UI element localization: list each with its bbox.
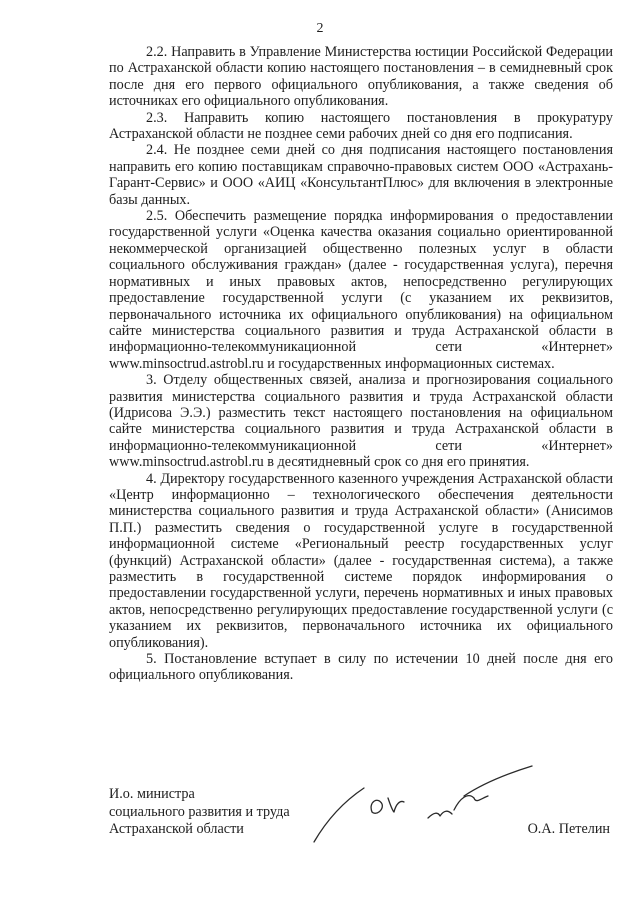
paragraph-3: 3. Отделу общественных связей, анализа и прогнозирования социального развития министерства социального развития и труда Астраханской области (Идрисова Э.Э.) разместить текст настоящего постановления на официальном сайте министерства социального развития и труда Астраханской области в информационно-телекоммуникационной сети «Интернет» www.minsoctrud.astrobl.ru в десятидневный срок со дня его принятия. [109, 372, 613, 471]
paragraph-2-5: 2.5. Обеспечить размещение порядка информирования о предоставлении государственной услуги «Оценка качества оказания социально ориентированной некоммерческой организацией общественно полезных услуг в области социального обслуживания граждан» (далее - государственная услуга), перечня нормативных и иных правовых актов, непосредственно регулирующих предоставление государственной услуги (с указанием их реквизитов, первоначального источника их официального опубликования) на официальном сайте министерства социального развития и труда Астраханской области в информационно-телекоммуникационной сети «Интернет» www.minsoctrud.astrobl.ru и государственных информационных системах. [109, 208, 613, 372]
handwritten-signature [306, 758, 546, 848]
document-body [109, 44, 613, 684]
signatory-position-line-1: И.о. министра [109, 786, 195, 802]
page-number: 2 [316, 21, 324, 36]
paragraph-2-4: 2.4. Не позднее семи дней со дня подписания настоящего постановления направить его копию поставщикам справочно-правовых систем ООО «Астрахань-Гарант-Сервис» и ООО «АИЦ «КонсультантПлюс» для включения в электронные базы данных. [109, 142, 613, 208]
signatory-position-line-3: Астраханской области [109, 821, 244, 837]
paragraph-2-3: 2.3. Направить копию настоящего постановления в прокуратуру Астраханской области не позднее семи рабочих дней со дня его подписания. [109, 109, 613, 143]
signatory-position [109, 786, 290, 839]
paragraph-2-2: 2.2. Направить в Управление Министерства юстиции Российской Федерации по Астраханской области копию настоящего постановления – в семидневный срок после дня его первого официального опубликования, а также сведения об источниках его официального опубликования. [109, 44, 613, 110]
signatory-position-line-2: социального развития и труда [109, 803, 290, 820]
signatory-name: О.А. Петелин [527, 821, 610, 837]
paragraph-4: 4. Директору государственного казенного учреждения Астраханской области «Центр информационно – технологического обеспечения деятельности министерства социального развития и труда Астраханской области» (Анисимов П.П.) разместить сведения о государственной услуге в государственной информационной системе «Региональный реестр государственных услуг (функций) Астраханской области» (далее - государственная система), а также разместить в государственной системе порядок информирования о предоставлении государственной услуги, перечень нормативных и иных правовых актов, непосредственно регулирующих предоставление государственной услуги (с указанием их реквизитов, первоначального источника их официального опубликования). [109, 470, 613, 651]
paragraph-5: 5. Постановление вступает в силу по истечении 10 дней после дня его официального опубликования. [109, 651, 613, 684]
